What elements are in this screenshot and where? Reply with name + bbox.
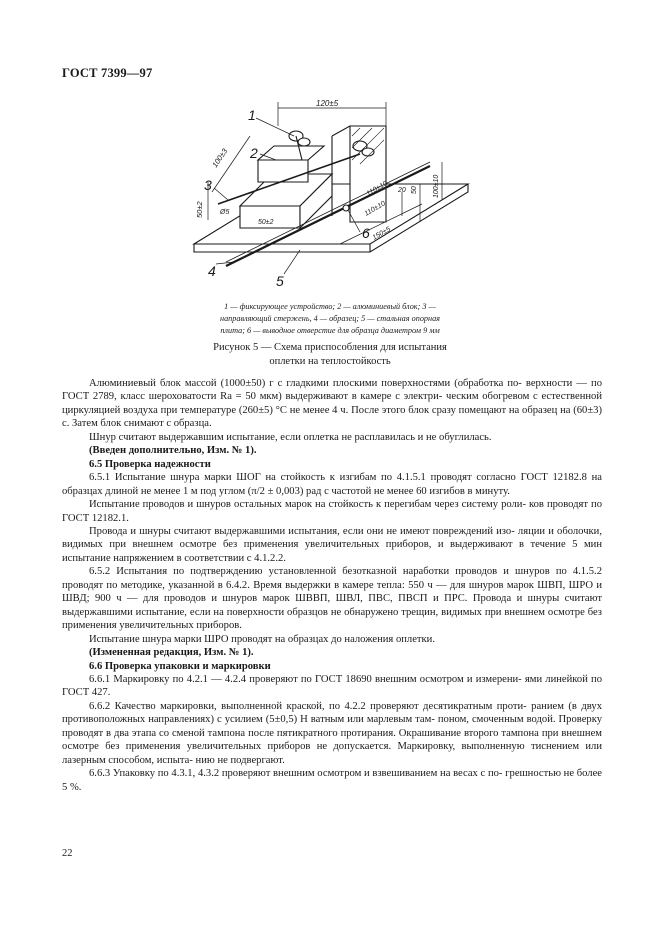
text-line: не обнаружено трещин, видимых при внешнем осмотре без применения увеличительных приборов.: [62, 606, 602, 632]
text-line: ков проводят по ГОСТ 12182.1.: [62, 499, 603, 524]
body-paragraph: [62, 498, 602, 525]
text-line: приборов не допускается. Маркировку, выполненную тиснением или лазерным способом, испыта-: [62, 741, 603, 766]
dim-right-a: 110±10: [365, 180, 389, 198]
text-line: (Введен дополнительно, Изм. № 1).: [89, 445, 257, 457]
dim-left-vert: 50±2: [195, 201, 204, 218]
text-line: 6.6.2 Качество маркировки, выполненной краской, по 4.2.2 проверяют десятикратным проти-: [89, 700, 527, 712]
dim-right-f: 150±5: [371, 225, 392, 242]
text-line: 6.6.3 Упаковку по 4.3.1, 4.3.2 проверяют внешним осмотром и взвешиванием на весах с по-: [89, 768, 503, 780]
body-paragraph: [62, 700, 602, 767]
body-paragraph: [62, 431, 602, 444]
dim-right-d: 100±10: [433, 174, 440, 198]
text-line: шнуров марок ШВП, ШРО и ШВД; 900 ч — для проводов и шнуров марок ШВВП, ШВЛ, ПВС,: [62, 579, 602, 605]
text-line: грешностью не более 5 %.: [62, 768, 602, 793]
dim-right-e: 110±10: [363, 200, 387, 218]
body-paragraph: [62, 767, 602, 794]
caption-line: Рисунок 5 — Схема приспособления для испытания: [213, 342, 447, 353]
body-paragraph: [62, 565, 602, 632]
caption-line: оплетки на теплостойкость: [269, 355, 391, 367]
dim-right-b: 20: [398, 187, 406, 194]
dim-small: Ø5: [220, 209, 230, 216]
body-paragraph: [62, 633, 602, 646]
callout-6: 6: [362, 225, 370, 241]
dim-left-diag: 100±3: [210, 146, 230, 170]
text-line: 6.6.1 Маркировку по 4.2.1 — 4.2.4 проверяют по ГОСТ 18690 внешним осмотром и измерени-: [89, 673, 522, 685]
text-line: ранием (в двух противоположных направлениях) с усилием (5±0,5) Н ватным или марлевым там-: [62, 700, 602, 726]
text-line: 6.5 Проверка надежности: [89, 458, 211, 470]
text-line: ческим обогревом с естественной циркуляцией воздуха при температуре (260±5) °С не менее 4 ч.: [62, 391, 603, 416]
text-line: ями линейкой по ГОСТ 427.: [62, 673, 602, 699]
body-paragraph: [62, 377, 602, 431]
text-line: верхности — по ГОСТ 2789, класс шероховатости Ra = 50 мкм) выдерживают в камере с электри-: [62, 378, 602, 403]
text-line: выдерживают в течение 5 мин испытание напряжением в соответствии с 4.1.2.2.: [62, 539, 602, 564]
body-text: [62, 377, 602, 794]
body-paragraph: [62, 525, 602, 565]
callout-3: 3: [204, 177, 212, 193]
bold-heading-paragraph: [62, 646, 602, 659]
callout-1: 1: [248, 107, 256, 123]
text-line: Провода и шнуры считают выдержавшими испытания, если они не имеют повреждений изо-: [89, 525, 515, 537]
body-paragraph: [62, 673, 602, 700]
text-line: Алюминиевый блок массой (1000±50) г с гладкими плоскими поверхностями (обработка по-: [89, 378, 522, 389]
legend-line: 1 — фиксирующее устройство; 2 — алюминиевый блок; 3 —: [224, 302, 436, 311]
figure-legend: [180, 301, 480, 337]
dim-right-c: 50: [411, 186, 418, 194]
page-number: 22: [62, 848, 73, 859]
callout-5: 5: [276, 273, 284, 289]
bold-heading-paragraph: [62, 458, 602, 471]
text-line: 6.5.1 Испытание шнура марки ШОГ на стойкость к изгибам по 4.1.5.1 проводят согласно: [89, 472, 516, 484]
text-line: 6.5.2 Испытания по подтверждению установленной безотказной наработки проводов и шнуров: [89, 566, 550, 578]
bold-heading-paragraph: [62, 444, 602, 457]
figure-caption: [170, 341, 490, 368]
text-line: Шнур считают выдержавшим испытание, если оплетка не расплавилась и не обуглилась.: [89, 431, 492, 443]
text-line: нию не подвергают.: [195, 754, 285, 766]
text-line: ГОСТ 12182.8 на образцах длиной не менее 1 м под углом (π/2 ± 0,003) рад с частотой не менее: [62, 472, 603, 497]
legend-line: плита; 6 — выводное отверстие для образца диаметром 9 мм: [220, 326, 440, 335]
text-line: протирания. Окрашивание второго тампона при внешнем осмотре без применения увеличительных: [62, 727, 602, 753]
dim-bottom-small: 50±2: [258, 219, 274, 226]
text-line: После этого блок сразу помещают на образец на (60±3) с. Затем блок снимают с образца.: [62, 404, 602, 430]
text-line: Испытание шнура марки ШРО проводят на образцах до наложения оплетки.: [89, 633, 436, 645]
bold-heading-paragraph: [62, 660, 602, 673]
callout-2: 2: [250, 145, 258, 161]
callout-4: 4: [208, 263, 216, 279]
text-line: по 4.1.5.2 проводят по методике, указанной в 6.4.2. Время выдержки в камере тепла: 550 ч — для: [62, 566, 602, 591]
text-line: поном, смоченным водой. Проверку проводят в два этапа со сменой тампона после пятикратного: [62, 714, 602, 739]
document-code-header: ГОСТ 7399—97: [62, 66, 153, 80]
upper-block: [258, 160, 308, 182]
text-line: (Измененная редакция, Изм. № 1).: [89, 647, 254, 659]
text-line: ПВСП и ПРС. Провода и шнуры считают выдержавшими испытание, если на поверхности образцов: [62, 593, 602, 618]
dim-top: 120±5: [316, 99, 339, 108]
body-paragraph: [62, 471, 602, 498]
text-line: 6.6 Проверка упаковки и маркировки: [89, 660, 271, 672]
text-line: Испытание проводов и шнуров остальных марок на стойкость к перегибам через систему роли-: [89, 499, 527, 511]
test-fixture-drawing: [190, 96, 480, 292]
text-line: 60 изгибов в минуту.: [416, 485, 510, 497]
legend-line: направляющий стержень, 4 — образец; 5 — стальная опорная: [220, 314, 440, 323]
text-line: ляции и оболочки, видимых при внешнем осмотре без применения увеличительных приборов, и: [62, 525, 602, 551]
